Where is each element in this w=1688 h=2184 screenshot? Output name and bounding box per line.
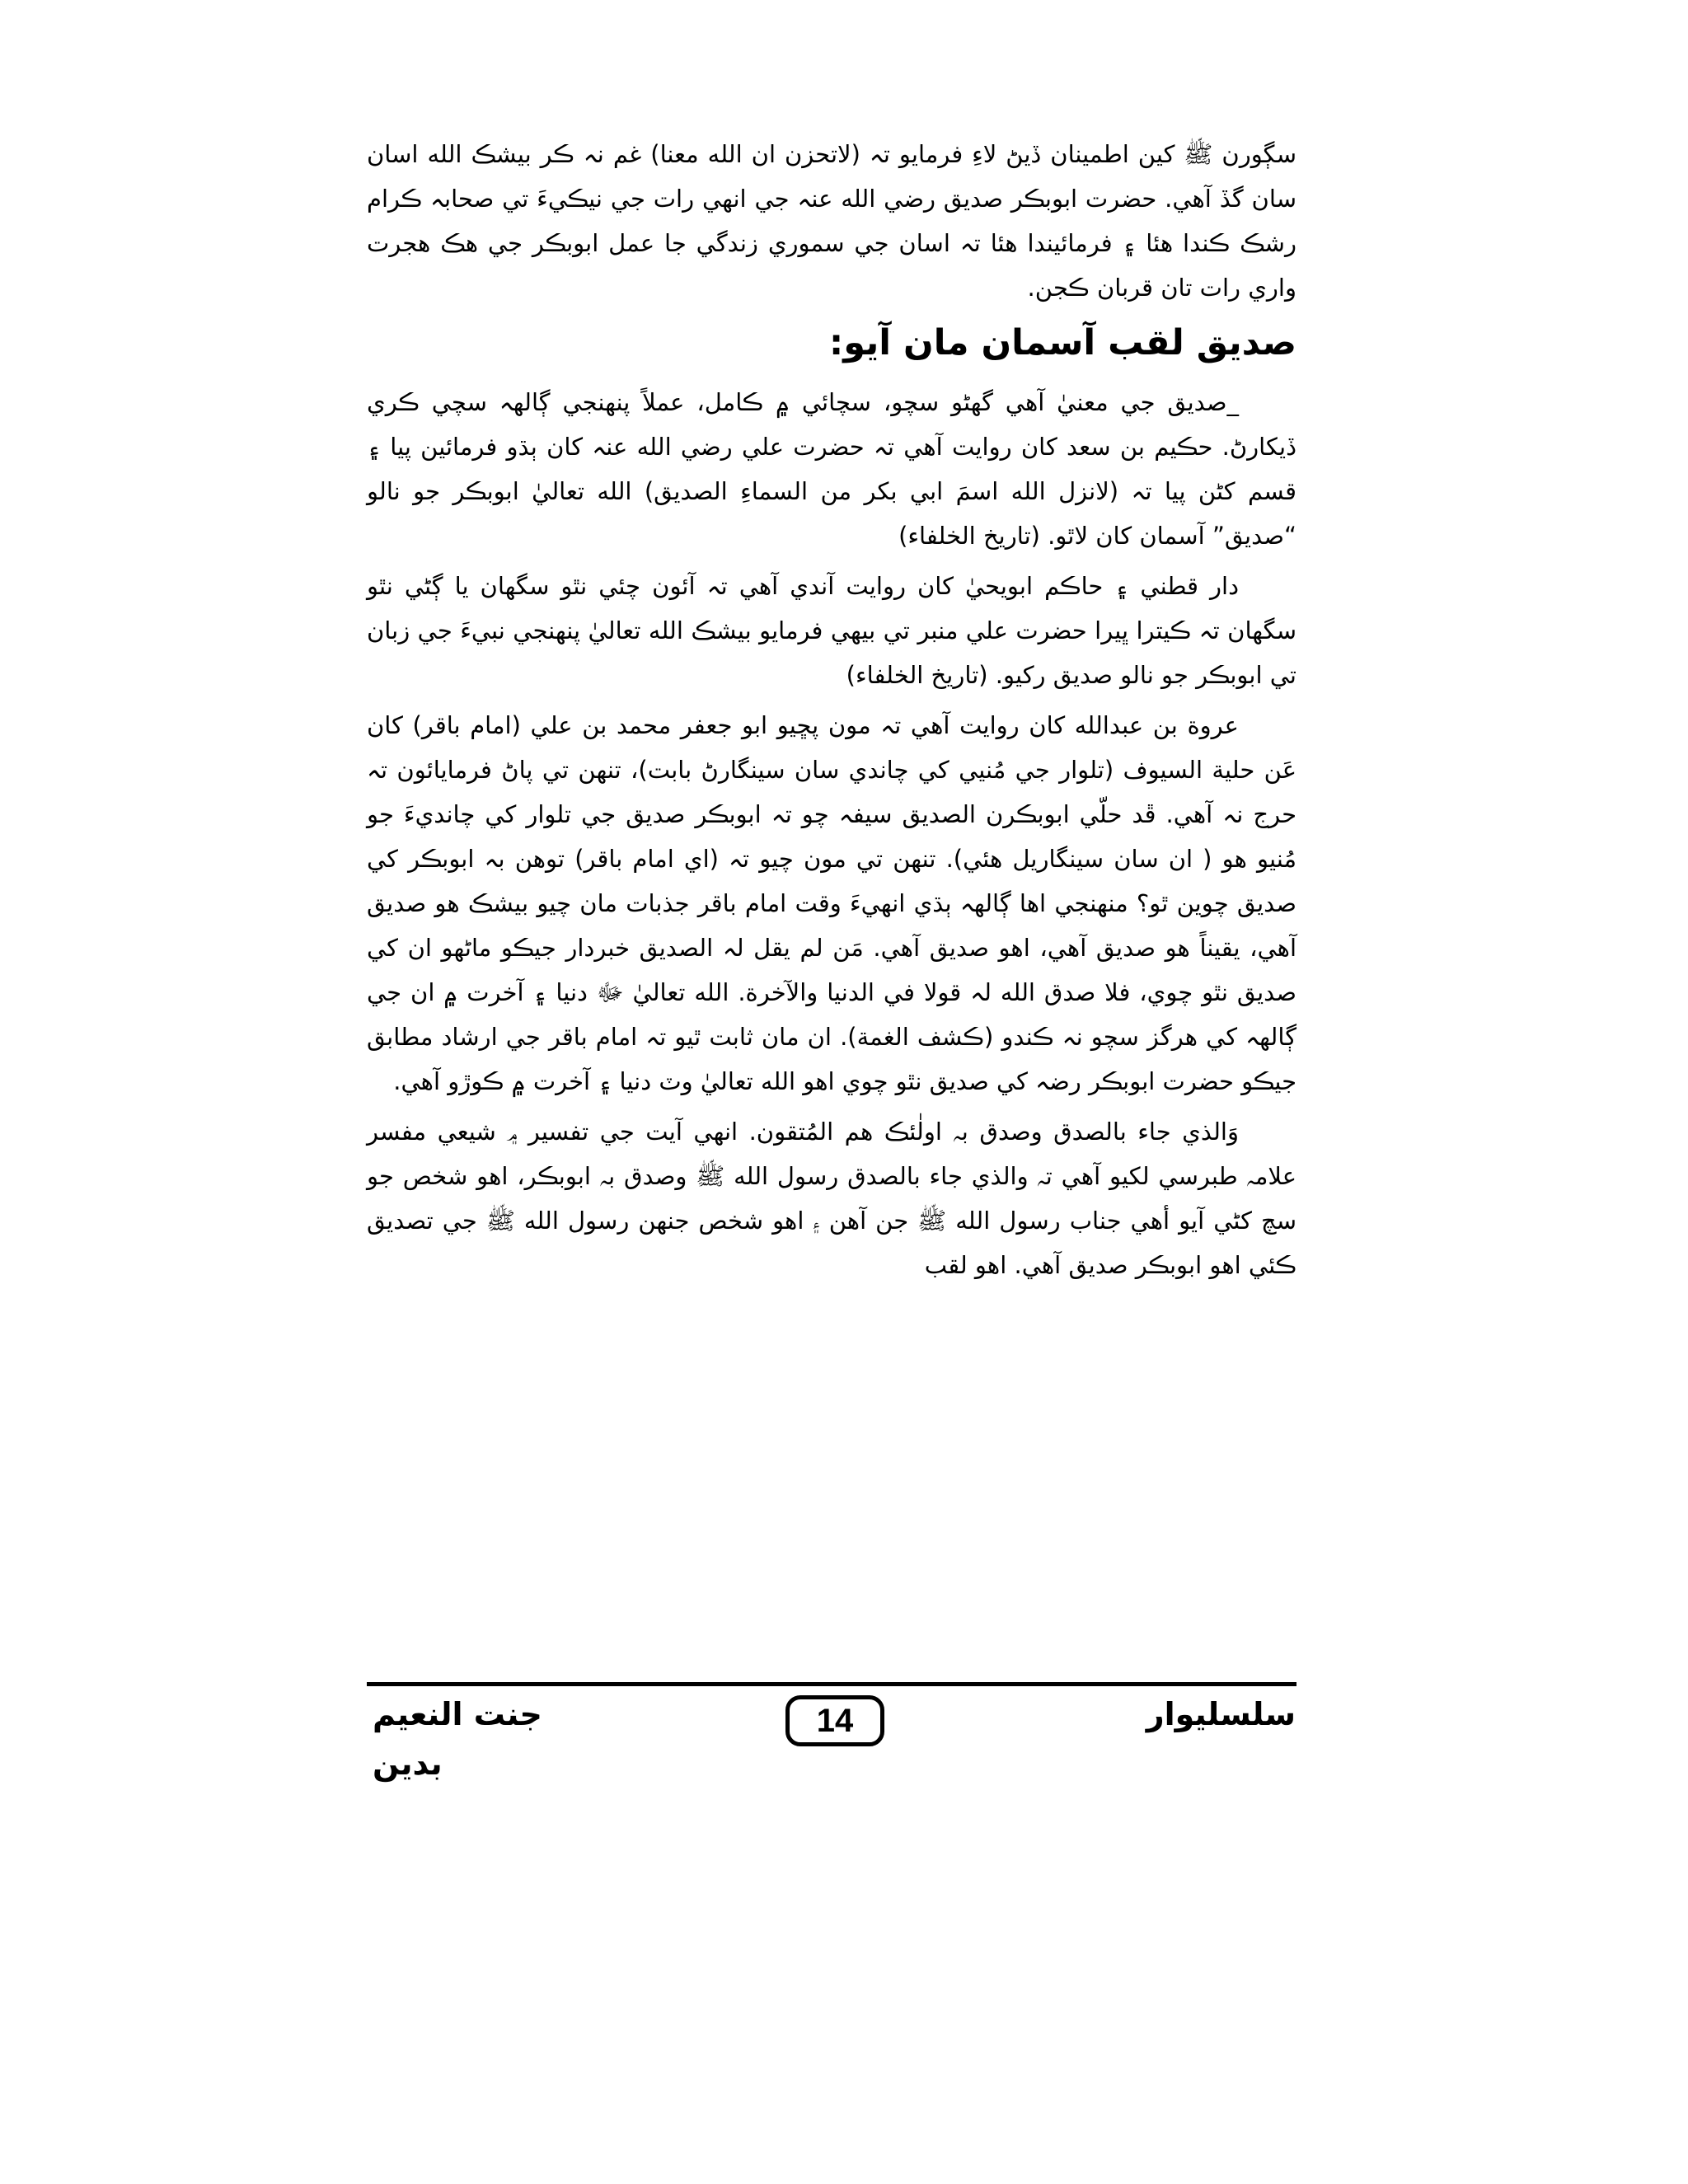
- section-heading: صديق لقب آسمان مان آيو:: [829, 322, 1296, 363]
- paragraph-3: دار قطني ۽ حاڪم ابويحيٰ کان روايت آندي آهي تہ آئون چئي نٿو سگهان يا ڳڻي نٿو سگهان تہ ڪيترا ڀيرا حضرت علي منبر تي بيهي فرمايو بيشڪ الله تعاليٰ پنهنجي نبيءَ جي زبان تي ابوبڪر جو نالو صديق رکيو. (تاريخ الخلفاء): [367, 572, 1296, 689]
- page-number-badge: 14: [785, 1695, 884, 1746]
- paragraph-5: وَالذي جاء بالصدق وصدق بہ اولٰئڪ هم المُتقون. انهي آيت جي تفسير ۾ شيعي مفسر علامہ طبرسي لکيو آهي تہ والذي جاء بالصدق رسول الله ﷺ وصدق بہ ابوبڪر، اهو شخص جو سچ کڻي آيو أهي جناب رسول الله ﷺ جن آهن ۽ اهو شخص جنهن رسول الله ﷺ جي تصديق ڪئي اهو ابوبڪر صديق آهي. اهو لقب: [367, 1118, 1296, 1279]
- footer-series-name: سلسليوار: [1146, 1696, 1296, 1732]
- body-text: [367, 132, 1296, 1665]
- footer-divider: [367, 1682, 1296, 1686]
- paragraph-1: سڳورن ﷺ کين اطمينان ڏيڻ لاءِ فرمايو تہ (لاتحزن ان الله معنا) غم نہ ڪر بيشڪ الله اسان سان گڏ آهي. حضرت ابوبڪر صديق رضي الله عنہ جي انهي رات جي نيڪيءَ تي صحابہ ڪرام رشڪ ڪندا هئا ۽ فرمائيندا هئا تہ اسان جي سموري زندگي جا عمل ابوبڪر جي هڪ هجرت واري رات تان قربان ڪجن.: [367, 140, 1296, 302]
- paragraph-4: عروة بن عبدالله کان روايت آهي تہ مون پڇيو ابو جعفر محمد بن علي (امام باقر) کان عَن حلية السيوف (تلوار جي مُنيي کي چاندي سان سينگارڻ بابت)، تنهن تي پاڻ فرمايائون تہ حرج نہ آهي. ڦد حلّي ابوبڪرن الصديق سيفہ چو تہ ابوبڪر صديق جي تلوار کي چانديءَ جو مُنيو هو ( ان سان سينگاريل هئي). تنهن تي مون چيو تہ (اي امام باقر) توهن بہ ابوبڪر کي صديق چوين ٿو؟ منهنجي اها ڳالهہ ٻڌي انهيءَ وقت امام باقر جذبات مان چيو بيشڪ هو صديق آهي، يقيناً هو صديق آهي، اهو صديق آهي. مَن لم يقل لہ الصديق خبردار جيڪو ماڻهو ان کي صديق نٿو چوي، فلا صدق الله لہ قولا في الدنيا والآخرة. الله تعاليٰ ﷻ دنيا ۽ آخرت ۾ ان جي ڳالهہ کي هرگز سچو نہ ڪندو (ڪشف الغمة). ان مان ثابت ٿيو تہ امام باقر جي ارشاد مطابق جيڪو حضرت ابوبڪر رضہ کي صديق نٿو چوي اهو الله تعاليٰ وٽ دنيا ۽ آخرت ۾ ڪوڙو آهي.: [367, 711, 1296, 1095]
- footer-book-title: جنت النعيم بدين: [373, 1696, 542, 1782]
- paragraph-2: _صديق جي معنيٰ آهي گهڻو سچو، سچائي ۾ ڪامل، عملاً پنهنجي ڳالهہ سچي ڪري ڏيکارڻ. حڪيم بن سعد کان روايت آهي تہ حضرت علي رضي الله عنہ کان ٻڌو فرمائين پيا ۽ قسم کڻن پيا تہ (لانزل الله اسمَ ابي بکر من السماءِ الصديق) الله تعاليٰ ابوبڪر جو نالو “صديق” آسمان کان لاٿو. (تاريخ الخلفاء): [367, 388, 1296, 550]
